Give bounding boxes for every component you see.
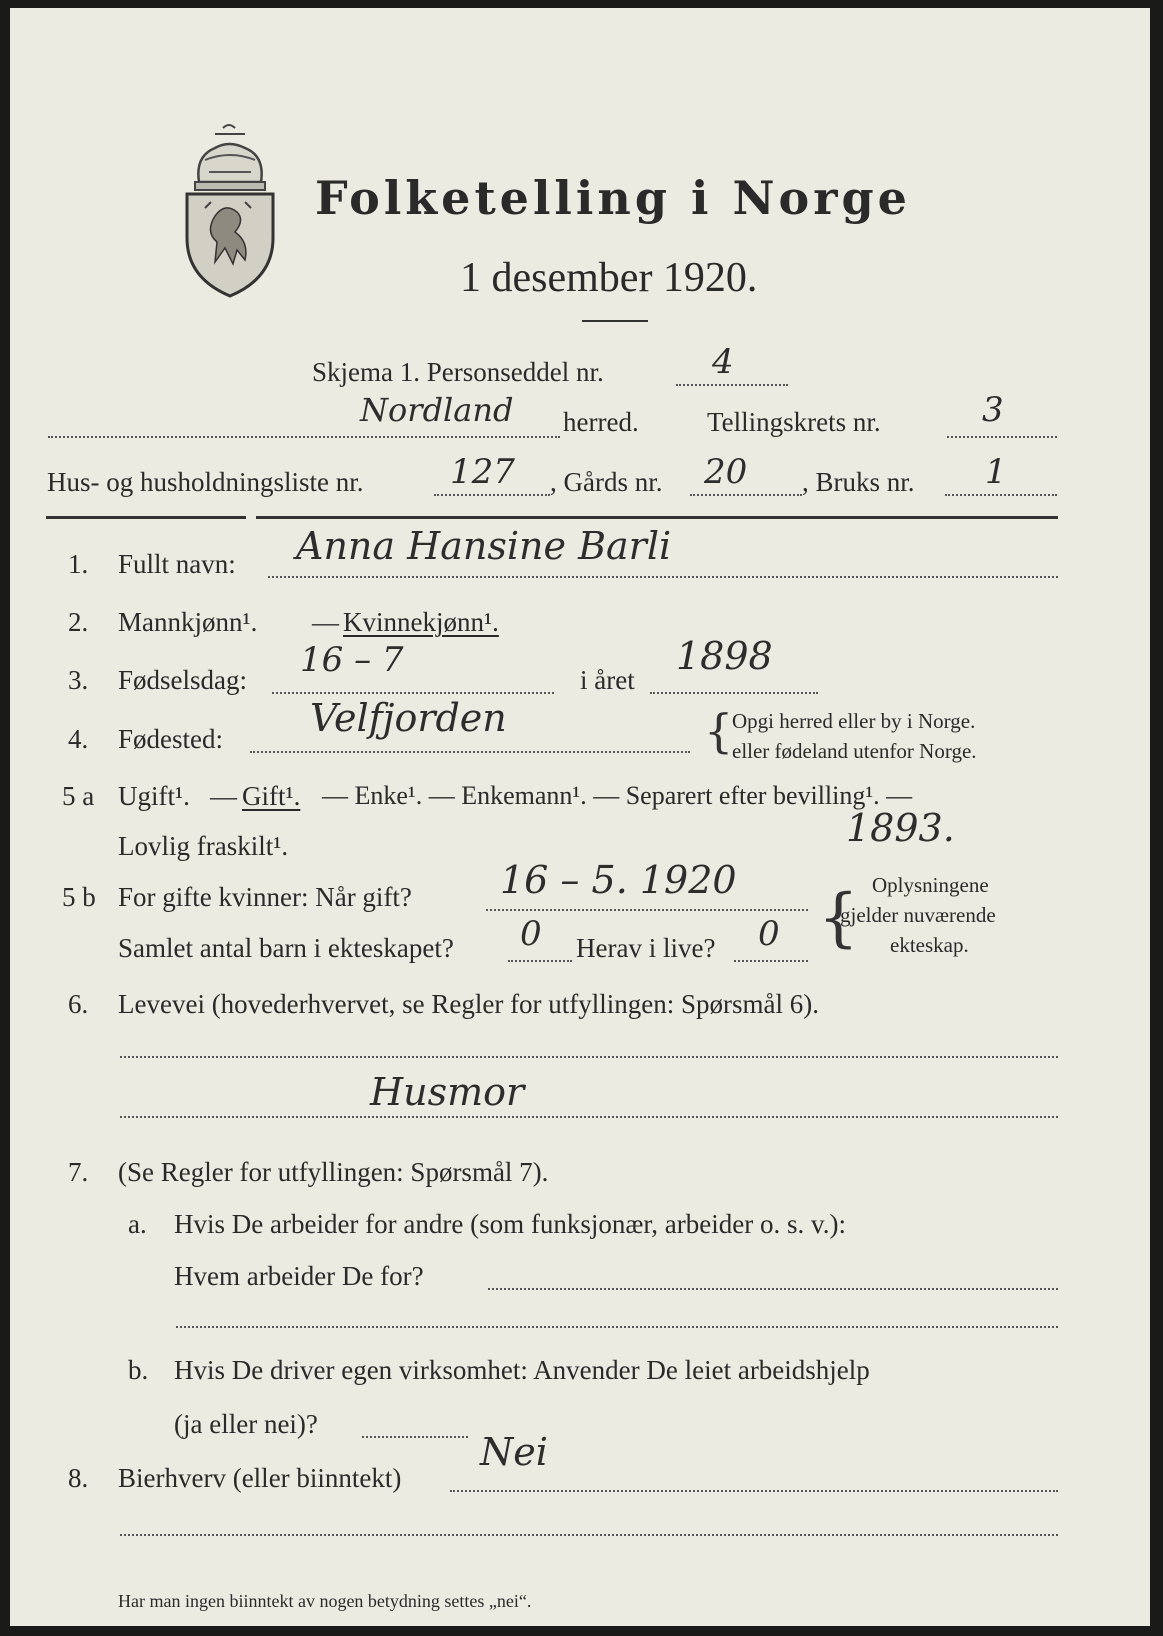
herred-label: herred. — [563, 407, 639, 437]
coat-of-arms-icon — [175, 120, 285, 300]
q1-number: 1. — [68, 549, 89, 579]
q3-number: 3. — [68, 665, 89, 695]
q7a-line-1 — [488, 1288, 1058, 1290]
q8-label: Bierhverv (eller biinntekt) — [118, 1463, 402, 1493]
q5a-line2: Lovlig fraskilt¹. — [118, 831, 289, 861]
q6-label: Levevei (hovederhvervet, se Regler for utfyllingen: Spørsmål 6). — [118, 989, 820, 1019]
q5a-number: 5 a — [62, 781, 95, 811]
tellingskrets-label: Tellingskrets nr. — [707, 407, 881, 437]
q5b-label: For gifte kvinner: Når gift? — [118, 882, 412, 912]
bruks-number: 1 — [985, 452, 1007, 492]
q5a-rest: — Enke¹. — Enkemann¹. — Separert efter bevilling¹. — — [322, 781, 913, 810]
q5a-marriage-year: 1893. — [846, 806, 955, 850]
census-form — [10, 8, 1150, 1626]
q1-answer: Anna Hansine Barli — [296, 524, 672, 568]
q5b-brace: { — [818, 881, 859, 955]
q5b-alive: 0 — [758, 914, 780, 954]
herred-name: Nordland — [360, 391, 514, 429]
q3-year: 1898 — [676, 634, 773, 678]
schema-number-line — [676, 384, 788, 386]
q8-line — [450, 1490, 1058, 1492]
q5b-alive-line — [734, 960, 808, 962]
q7a-line-2 — [176, 1326, 1058, 1328]
gards-line — [690, 494, 802, 496]
q3-label: Fødselsdag: — [118, 665, 248, 695]
q5b-children-line — [508, 960, 572, 962]
hus-number: 127 — [450, 452, 515, 492]
q5b-when: 16 – 5. 1920 — [500, 858, 737, 902]
q7b-label: Hvis De driver egen virksomhet: Anvender De leiet arbeidshjelp — [174, 1355, 870, 1385]
footer-note: Har man ingen biinntekt av nogen betydning settes „nei“. — [118, 1591, 532, 1611]
q4-note-2: eller fødeland utenfor Norge. — [732, 739, 977, 763]
gards-number: 20 — [704, 452, 748, 492]
hus-label: Hus- og husholdningsliste nr. — [47, 467, 364, 497]
tellingskrets-line — [947, 436, 1057, 438]
gards-label: , Gårds nr. — [550, 467, 663, 497]
q7a-question: Hvem arbeider De for? — [174, 1261, 424, 1291]
q8-line-2 — [120, 1534, 1058, 1536]
q5b-note-1: Oplysningene — [872, 873, 989, 897]
q6-line-2 — [120, 1116, 1058, 1118]
q1-label: Fullt navn: — [118, 549, 236, 579]
q5b-alive-label: Herav i live? — [576, 933, 716, 963]
q8-number: 8. — [68, 1463, 89, 1493]
tellingskrets-number: 3 — [982, 390, 1004, 430]
q1-line — [268, 576, 1058, 578]
q3-year-label: i året — [580, 665, 635, 695]
q3-year-line — [650, 692, 818, 694]
q7a-letter: a. — [128, 1209, 147, 1239]
form-date: 1 desember 1920. — [460, 255, 758, 301]
q7-number: 7. — [68, 1157, 89, 1187]
q2-number: 2. — [68, 607, 89, 637]
q5b-number: 5 b — [62, 882, 96, 912]
header-divider-right — [256, 516, 1058, 519]
q7b-question: (ja eller nei)? — [174, 1409, 318, 1439]
q7b-letter: b. — [128, 1355, 149, 1385]
q7-label: (Se Regler for utfyllingen: Spørsmål 7). — [118, 1157, 549, 1187]
q4-note-1: Opgi herred eller by i Norge. — [732, 709, 976, 733]
q5b-children-label: Samlet antal barn i ekteskapet? — [118, 933, 454, 963]
q7a-label: Hvis De arbeider for andre (som funksjonær, arbeider o. s. v.): — [174, 1209, 846, 1239]
q6-line-1 — [120, 1056, 1058, 1058]
q2-male: Mannkjønn¹. — [118, 607, 258, 637]
q4-answer: Velfjorden — [310, 696, 507, 740]
q4-line — [250, 751, 690, 753]
q3-day-line — [272, 692, 554, 694]
q5b-note-2: gjelder nuværende — [840, 903, 996, 927]
q5b-note-3: ekteskap. — [890, 933, 969, 957]
bruks-label: , Bruks nr. — [802, 467, 915, 497]
q8-answer: Nei — [480, 1430, 548, 1474]
q2-female: Kvinnekjønn¹. — [343, 607, 499, 637]
q4-label: Fødested: — [118, 724, 223, 754]
q2-separator: — — [312, 607, 339, 637]
herred-line — [48, 436, 560, 438]
q6-answer: Husmor — [370, 1070, 525, 1114]
q5a-gift: Gift¹. — [242, 781, 301, 811]
bruks-line — [945, 494, 1057, 496]
q5a-dash: — — [210, 781, 237, 811]
q5b-when-line — [486, 909, 808, 911]
q5a-ugift: Ugift¹. — [118, 781, 190, 811]
q5b-children: 0 — [520, 914, 542, 954]
q4-brace: { — [704, 704, 734, 758]
q6-number: 6. — [68, 989, 89, 1019]
schema-label: Skjema 1. Personseddel nr. — [312, 357, 604, 387]
title-divider — [582, 320, 648, 322]
q4-number: 4. — [68, 724, 89, 754]
hus-line — [434, 494, 550, 496]
q7b-line — [362, 1436, 468, 1438]
header-divider — [46, 516, 246, 519]
schema-number: 4 — [712, 342, 734, 382]
form-title: Folketelling i Norge — [315, 171, 911, 225]
q3-day: 16 – 7 — [300, 640, 404, 680]
